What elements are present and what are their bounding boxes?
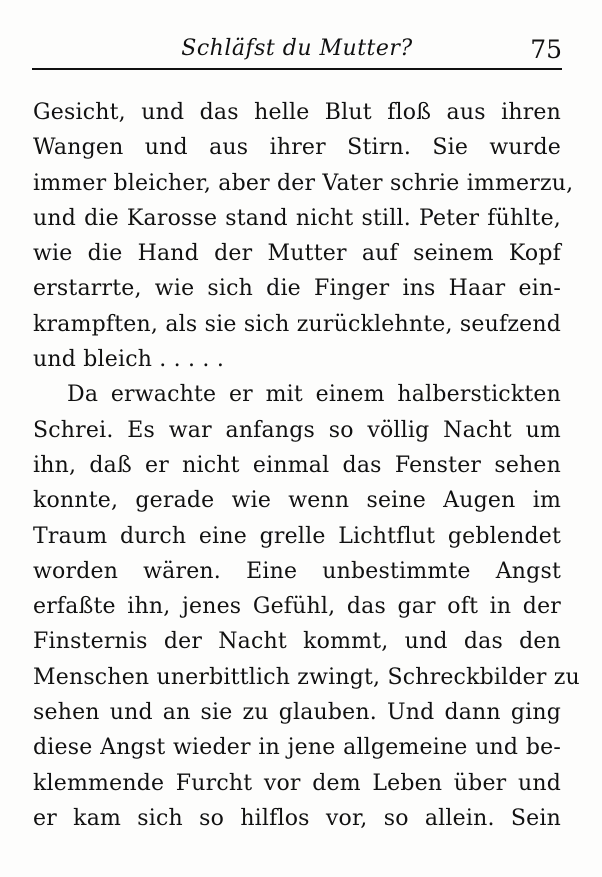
text-line: und die Karosse stand nicht still. Peter fühlte, — [33, 205, 561, 231]
text-line: Finsternis der Nacht kommt, und das den — [33, 629, 561, 655]
text-line: krampften, als sie sich zurücklehnte, seufzend — [33, 311, 561, 337]
running-title: Schläfst du Mutter? — [181, 36, 413, 61]
text-line: erstarrte, wie sich die Finger ins Haar ein- — [33, 276, 561, 302]
text-line: wie die Hand der Mutter auf seinem Kopf — [33, 241, 561, 267]
text-line: Menschen unerbittlich zwingt, Schreckbilder zu — [33, 664, 580, 690]
running-head — [32, 28, 562, 64]
text-line: Wangen und aus ihrer Stirn. Sie wurde — [33, 135, 561, 161]
text-line: Traum durch eine grelle Lichtflut geblendet — [33, 523, 561, 549]
paragraph-1 — [33, 95, 574, 377]
header-rule — [32, 68, 562, 70]
text-line: Schrei. Es war anfangs so völlig Nacht um — [33, 417, 561, 443]
text-line: klemmende Furcht vor dem Leben über und — [33, 770, 561, 796]
paragraph-2 — [33, 377, 580, 836]
text-line: er kam sich so hilflos vor, so allein. Sein — [33, 805, 561, 831]
text-line: ihn, daß er nicht einmal das Fenster sehen — [33, 452, 561, 478]
text-line: erfaßte ihn, jenes Gefühl, das gar oft in der — [33, 594, 561, 620]
body-text — [33, 95, 580, 836]
text-line: immer bleicher, aber der Vater schrie immerzu, — [33, 170, 574, 196]
text-line: sehen und an sie zu glauben. Und dann ging — [33, 700, 561, 726]
text-line: Da erwachte er mit einem halberstickten — [67, 382, 561, 408]
text-line: diese Angst wieder in jene allgemeine und be- — [33, 735, 561, 761]
text-line: worden wären. Eine unbestimmte Angst — [33, 558, 561, 584]
text-line: konnte, gerade wie wenn seine Augen im — [33, 488, 561, 514]
page-number: 75 — [530, 35, 562, 64]
text-line: und bleich . . . . . — [33, 347, 225, 373]
text-line: Gesicht, und das helle Blut floß aus ihren — [33, 100, 561, 125]
